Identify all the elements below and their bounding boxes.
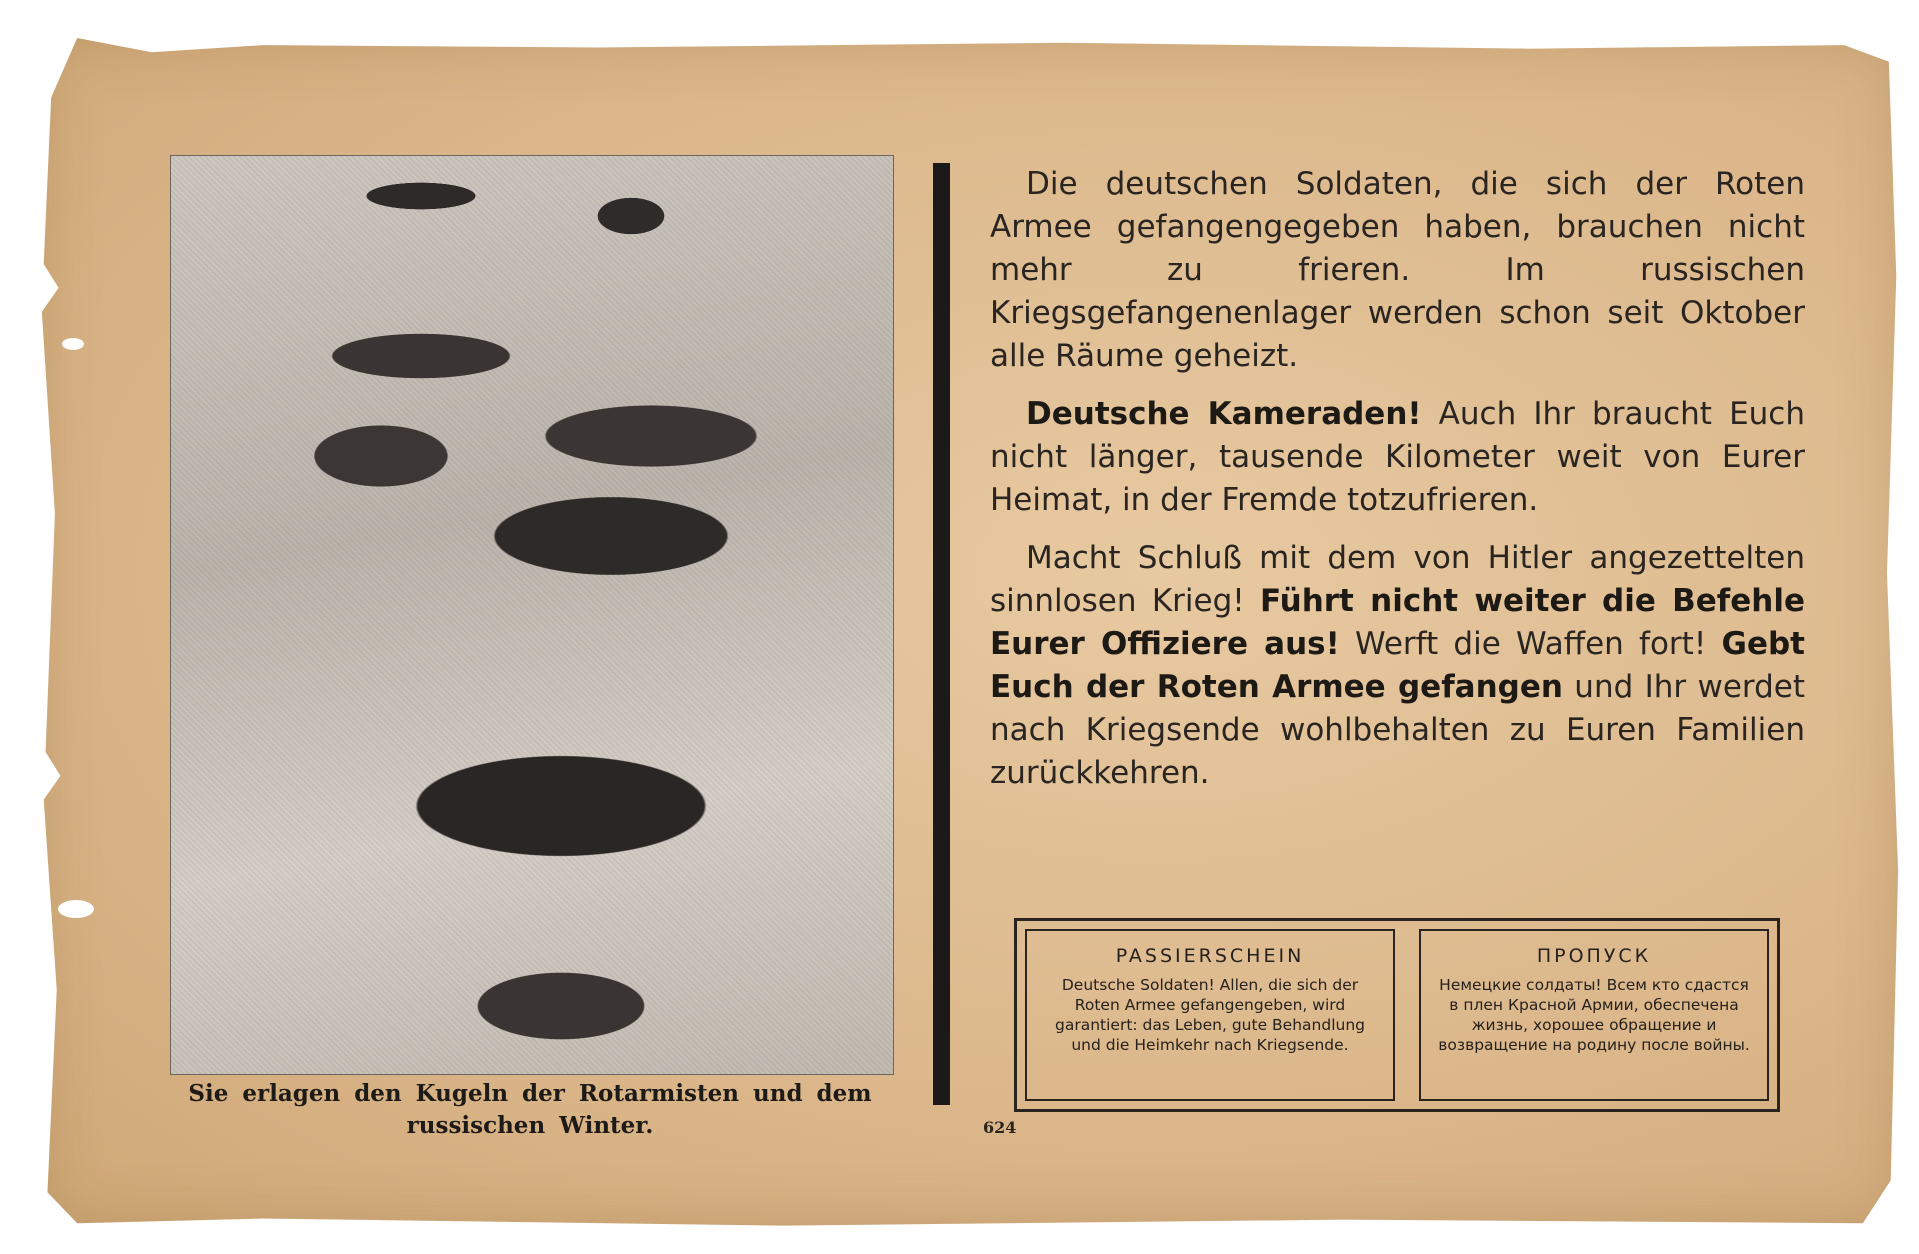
propusk-heading: ПРОПУСК bbox=[1536, 945, 1652, 967]
vertical-divider bbox=[933, 163, 950, 1105]
halftone-photo bbox=[170, 155, 894, 1075]
paragraph-1: Die deutschen Soldaten, die sich der Roten Armee gefangengegeben haben, brauchen nicht mehr zu frieren. Im russischen Kriegsgefangenenlager werden schon seit Oktober alle Räume geheizt. bbox=[990, 166, 1805, 374]
punch-hole bbox=[58, 900, 94, 918]
passierschein-panel bbox=[1025, 929, 1395, 1101]
paragraph-3 bbox=[990, 537, 1805, 795]
photo-caption bbox=[120, 1078, 940, 1142]
paragraph-3-start: Macht Schluß mit dem von Hitler angezettelten sinnlosen Krieg! bbox=[990, 540, 1805, 619]
paragraph-3-end: und Ihr werdet nach Kriegsende wohlbehalten zu Euren Familien zurückkehren. bbox=[990, 669, 1805, 791]
page-number: 624 bbox=[983, 1118, 1017, 1137]
leaflet-text bbox=[990, 163, 1805, 810]
photo-caption-line-2: russischen Winter. bbox=[406, 1112, 654, 1139]
paragraph-3-mid: Werft die Waffen fort! bbox=[1339, 626, 1722, 662]
passierschein-body: Deutsche Soldaten! Allen, die sich der Roten Armee gefangengeben, wird garantiert: das Leben, gute Behandlung und die Heimkehr nach Kriegsende. bbox=[1055, 976, 1365, 1054]
punch-hole bbox=[62, 338, 84, 350]
propusk-body: Немецкие солдаты! Всем кто сдастся в плен Красной Армии, обеспечена жизнь, хорошее обращение и возвращение на родину после войны. bbox=[1438, 976, 1750, 1054]
passierschein-heading: PASSIERSCHEIN bbox=[1115, 945, 1305, 967]
paragraph-3-bold-1: Führt nicht weiter die Befehle Eurer Offiziere aus! bbox=[990, 583, 1805, 662]
photo-caption-line-1: Sie erlagen den Kugeln der Rotarmisten und dem bbox=[188, 1080, 872, 1107]
propusk-panel bbox=[1419, 929, 1769, 1101]
paragraph-2 bbox=[990, 393, 1805, 522]
paragraph-2-rest: Auch Ihr braucht Euch nicht länger, tausende Kilometer weit von Eurer Heimat, in der Fremde totzufrieren. bbox=[990, 396, 1805, 518]
pass-box bbox=[1014, 918, 1780, 1112]
paragraph-3-bold-2: Gebt Euch der Roten Armee gefangen bbox=[990, 626, 1805, 705]
paragraph-2-bold: Deutsche Kameraden! bbox=[1026, 396, 1422, 432]
